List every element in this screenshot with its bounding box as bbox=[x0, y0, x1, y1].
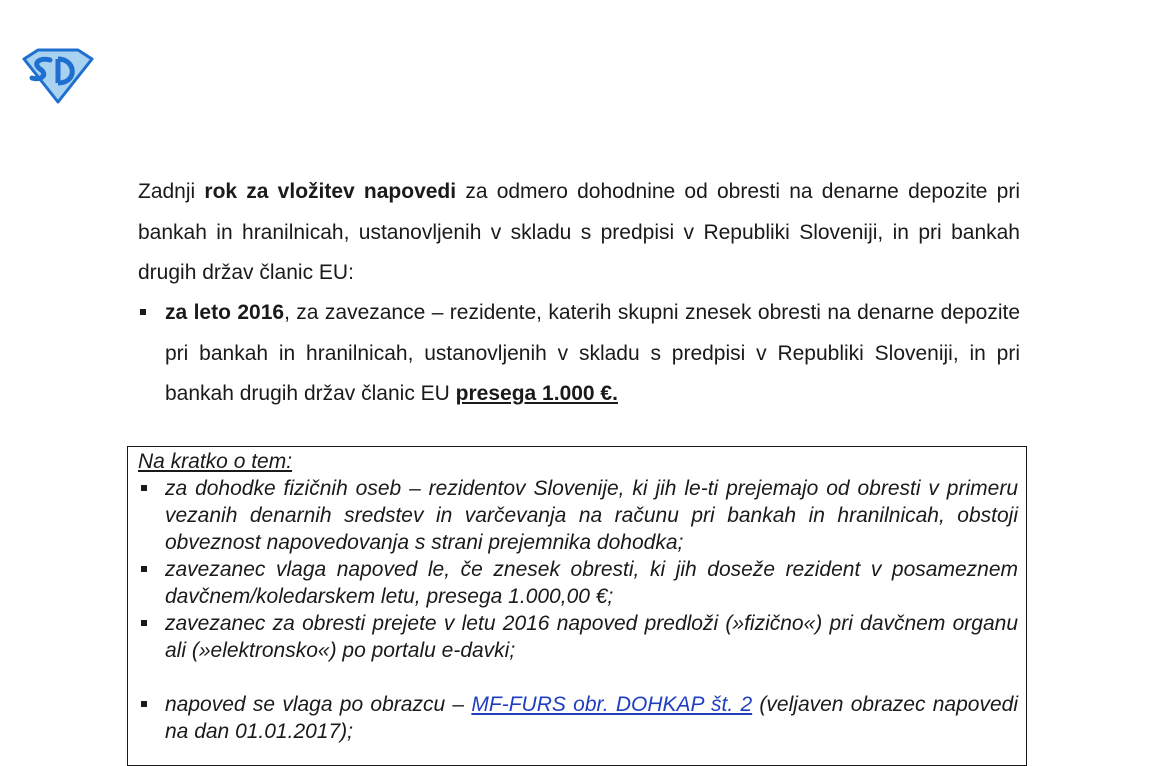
bullet-text: , za zavezance – rezidente, katerih skupni znesek obresti na denarne depozite pri bankah in hranilnicah, ustanovljenih v skladu s predpisi v Republiki Sloveniji, in pri bankah drugih držav članic EU bbox=[165, 301, 1020, 405]
summary-item-1 bbox=[138, 475, 1018, 556]
intro-text-2: za odmero dohodnine od obresti na denarne depozite pri bankah in hranilnicah, ustanovljenih v skladu s predpisi v Republiki Sloveniji, in pri bankah drugih držav članic EU: bbox=[138, 180, 1021, 284]
summary-item-text: zavezanec vlaga napoved le, če znesek obresti, ki jih doseže rezident v posameznem davčnem/koledarskem letu, presega 1.000,00 €; bbox=[165, 558, 1018, 608]
logo-shield-icon bbox=[20, 47, 96, 105]
bullet-square-icon bbox=[141, 620, 147, 626]
bullet-threshold-bold: presega 1.000 €. bbox=[455, 382, 618, 405]
bullet-square-icon bbox=[140, 309, 146, 315]
deadline-bullet-list bbox=[138, 293, 1020, 415]
intro-paragraph bbox=[138, 172, 1020, 294]
summary-item-text-end: (veljaven obrazec napovedi na dan 01.01.2017); bbox=[165, 693, 1018, 743]
bullet-square-icon bbox=[141, 701, 147, 707]
summary-box-title: Na kratko o tem: bbox=[138, 450, 293, 473]
bullet-year-bold: za leto 2016 bbox=[165, 301, 285, 324]
summary-item-3 bbox=[138, 610, 1018, 664]
bullet-square-icon bbox=[141, 566, 147, 572]
company-logo bbox=[20, 47, 96, 105]
summary-item-2 bbox=[138, 556, 1018, 610]
summary-list bbox=[138, 475, 1018, 745]
bullet-square-icon bbox=[141, 485, 147, 491]
intro-text-1: Zadnji bbox=[138, 180, 205, 203]
form-link-dohkap[interactable]: MF-FURS obr. DOHKAP št. 2 bbox=[471, 693, 753, 716]
intro-bold-deadline: rok za vložitev napovedi bbox=[204, 180, 457, 203]
summary-item-text: napoved se vlaga po obrazcu – bbox=[165, 693, 472, 716]
deadline-bullet-item bbox=[138, 293, 1020, 415]
summary-item-text: za dohodke fizičnih oseb – rezidentov Slovenije, ki jih le-ti prejemajo od obresti v primeru vezanih denarnih sredstev in varčevanja na računu pri bankah in hranilnicah, obstoji obveznost napovedovanja s strani prejemnika dohodka; bbox=[165, 477, 1018, 554]
summary-box bbox=[127, 446, 1027, 766]
summary-item-4 bbox=[138, 691, 1018, 745]
summary-item-text: zavezanec za obresti prejete v letu 2016 napoved predloži (»fizično«) pri davčnem organu ali (»elektronsko«) po portalu e-davki; bbox=[165, 612, 1018, 662]
